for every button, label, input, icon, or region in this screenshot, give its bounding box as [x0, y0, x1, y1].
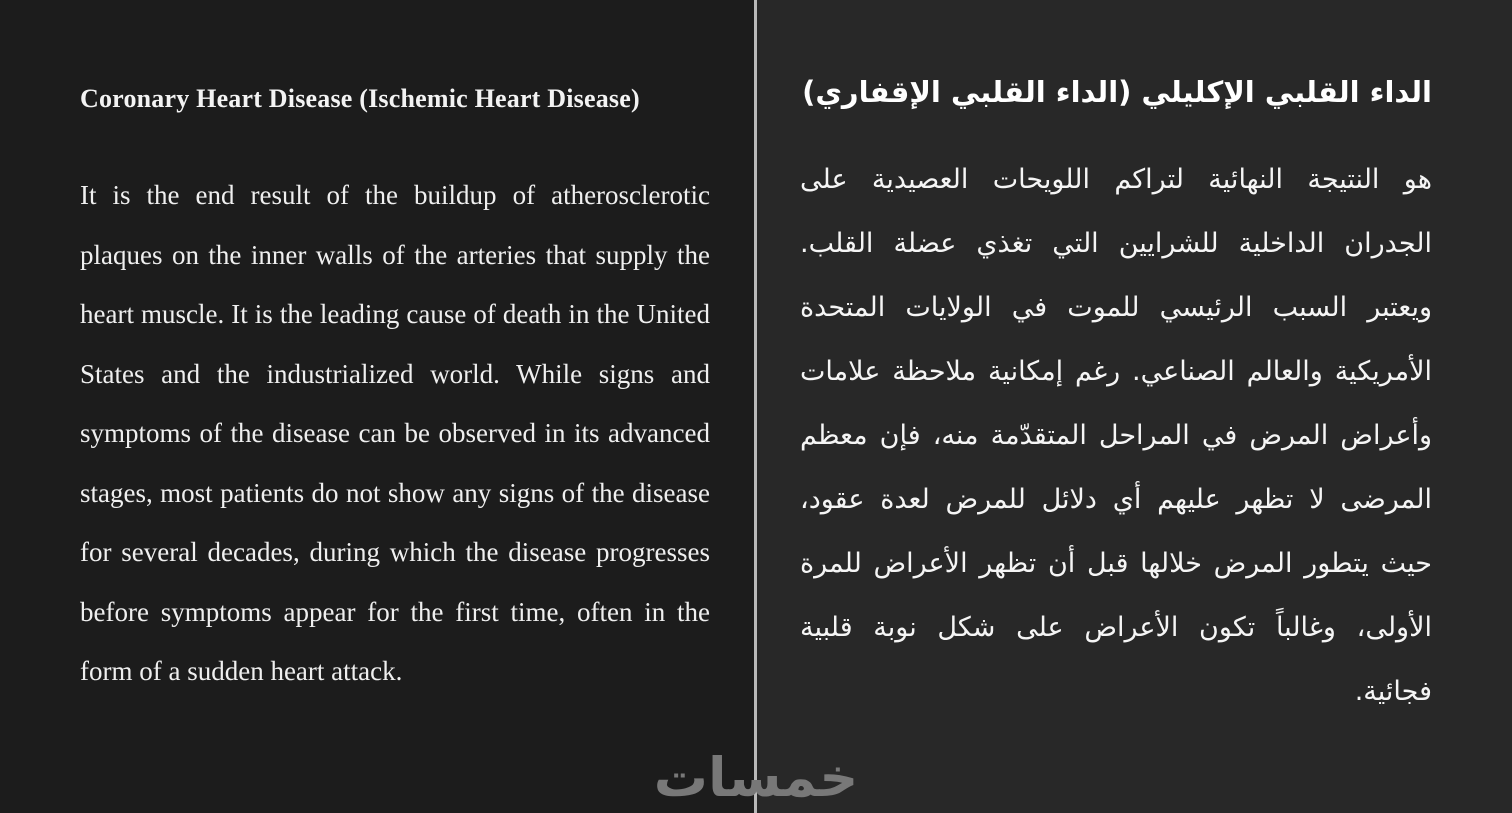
english-title: Coronary Heart Disease (Ischemic Heart Disease): [80, 84, 640, 113]
column-divider: [754, 0, 757, 813]
arabic-column: [756, 0, 1512, 813]
arabic-body-paragraph: هو النتيجة النهائية لتراكم اللويحات العصيدية على الجدران الداخلية للشرايين التي تغذي عضلة القلب. ويعتبر السبب الرئيسي للموت في الولايات المتحدة الأمريكية والعالم الصناعي. رغم إمكانية ملاحظة علامات وأعراض المرض في المراحل المتقدّمة منه، فإن معظم المرضى لا تظهر عليهم أي دلائل للمرض لعدة عقود، حيث يتطور المرض خلالها قبل أن تظهر الأعراض للمرة الأولى، وغالباً تكون الأعراض على شكل نوبة قلبية فجائية.: [800, 164, 1432, 707]
english-body-paragraph: It is the end result of the buildup of atherosclerotic plaques on the inner walls of the arteries that supply the heart muscle. It is the leading cause of death in the United States and the industrialized world. While signs and symptoms of the disease can be observed in its advanced stages, most patients do not show any signs of the disease for several decades, during which the disease progresses before symptoms appear for the first time, often in the form of a sudden heart attack.: [80, 180, 710, 686]
khamsat-watermark: خمسات: [653, 746, 859, 809]
arabic-title: الداء القلبي الإكليلي (الداء القلبي الإقفاري): [802, 75, 1432, 109]
